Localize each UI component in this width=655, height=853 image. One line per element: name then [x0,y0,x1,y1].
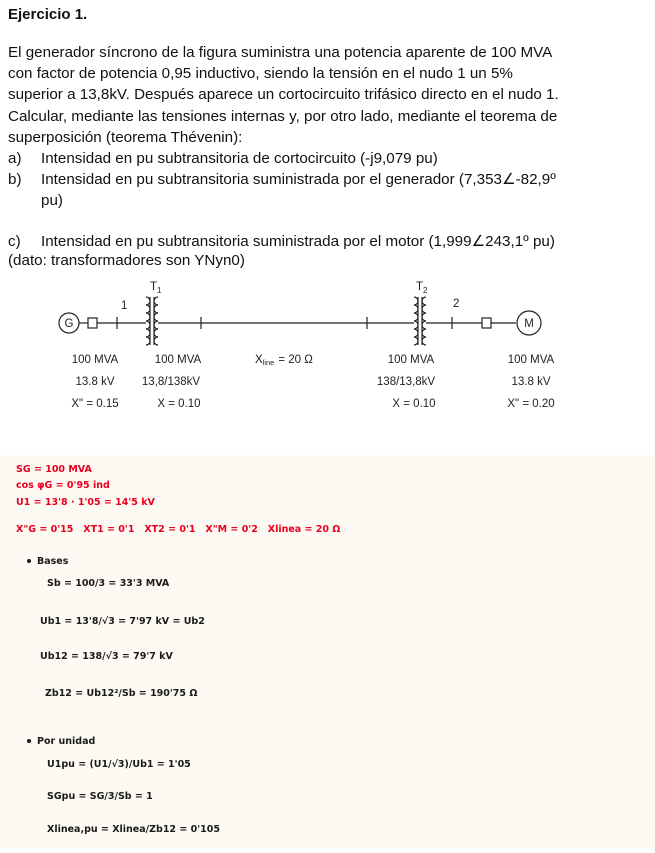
t1-voltage: 13,8/138kV [141,376,201,388]
note-sb: Sb = 100/3 = 33'3 MVA [47,578,170,589]
statement-line: con factor de potencia 0,95 inductivo, siendo la tensión en el nudo 1 un 5% [8,65,513,83]
question-text-continued: pu) [41,192,63,209]
generator-symbol: G [64,318,74,330]
note-cos-phi: cos φG = 0'95 ind [16,480,110,491]
exercise-statement [8,42,648,148]
motor-symbol: M [524,318,534,330]
t2-rating: 100 MVA [387,354,435,366]
motor-reactance: X" = 0.20 [507,398,555,410]
node-1-label: 1 [121,300,128,312]
question-text: Intensidad en pu subtransitoria suministrada por el motor (1,999∠243,1º pu) [41,233,555,250]
question-text: Intensidad en pu subtransitoria suministrada por el generador (7,353∠-82,9º [41,171,556,188]
statement-line: superposición (teorema Thévenin): [8,128,243,146]
motor-breaker [482,318,491,328]
t1-label: $T_1$ [150,281,162,295]
statement-line: Calcular, mediante las tensiones internas y, por otro lado, mediante el teorema de [8,107,558,125]
note-u1: U1 = 13'8 · 1'05 = 14'5 kV [16,497,155,508]
t1-rating: 100 MVA [154,354,202,366]
question-label: b) [8,171,22,188]
t2-reactance: X = 0.10 [392,398,436,410]
generator-breaker [88,318,97,328]
note-pu-heading: Por unidad [37,736,96,747]
motor-rating: 100 MVA [507,354,555,366]
one-line-diagram [0,275,655,445]
note-xlinea-pu: Xlinea,pu = Xlinea/Zb12 = 0'105 [47,824,220,835]
note-ub1: Ub1 = 13'8/√3 = 7'97 kV = Ub2 [40,616,205,627]
note-zb12: Zb12 = Ub12²/Sb = 190'75 Ω [45,688,198,699]
line-reactance-label: Xline = 20 Ω [255,354,313,367]
notes-canvas [0,455,655,848]
note-u1pu: U1pu = (U1/√3)/Ub1 = 1'05 [47,759,191,770]
motor-voltage: 13.8 kV [511,376,551,388]
note-bases-heading: Bases [37,556,69,567]
transformer-t1 [146,297,158,345]
generator-rating: 100 MVA [71,354,119,366]
note-sgpu: SGpu = SG/3/Sb = 1 [47,791,153,802]
note-sg: SG = 100 MVA [16,464,92,475]
exercise-title: Ejercicio 1. [8,6,88,23]
generator-voltage: 13.8 kV [75,376,115,388]
statement-line: superior a 13,8kV. Después aparece un cortocircuito trifásico directo en el nudo 1. [8,86,559,104]
generator-reactance: X" = 0.15 [71,398,119,410]
t1-reactance: X = 0.10 [157,398,201,410]
question-text: Intensidad en pu subtransitoria de cortocircuito (-j9,079 pu) [41,150,438,167]
statement-line: El generador síncrono de la figura suministra una potencia aparente de 100 MVA [8,44,553,61]
t2-label: $T_2$ [416,281,428,295]
note-reactances: X"G = 0'15 XT1 = 0'1 XT2 = 0'1 X"M = 0'2 Xlinea = 20 Ω [16,524,341,535]
handwritten-notes [0,455,655,848]
exercise-dato: (dato: transformadores son YNyn0) [8,252,245,269]
t2-voltage: 138/13,8kV [376,376,436,388]
question-label: c) [8,233,21,250]
note-ub12: Ub12 = 138/√3 = 79'7 kV [40,651,173,662]
node-2-label: 2 [453,298,460,310]
question-label: a) [8,150,22,167]
transformer-t2 [414,297,426,345]
